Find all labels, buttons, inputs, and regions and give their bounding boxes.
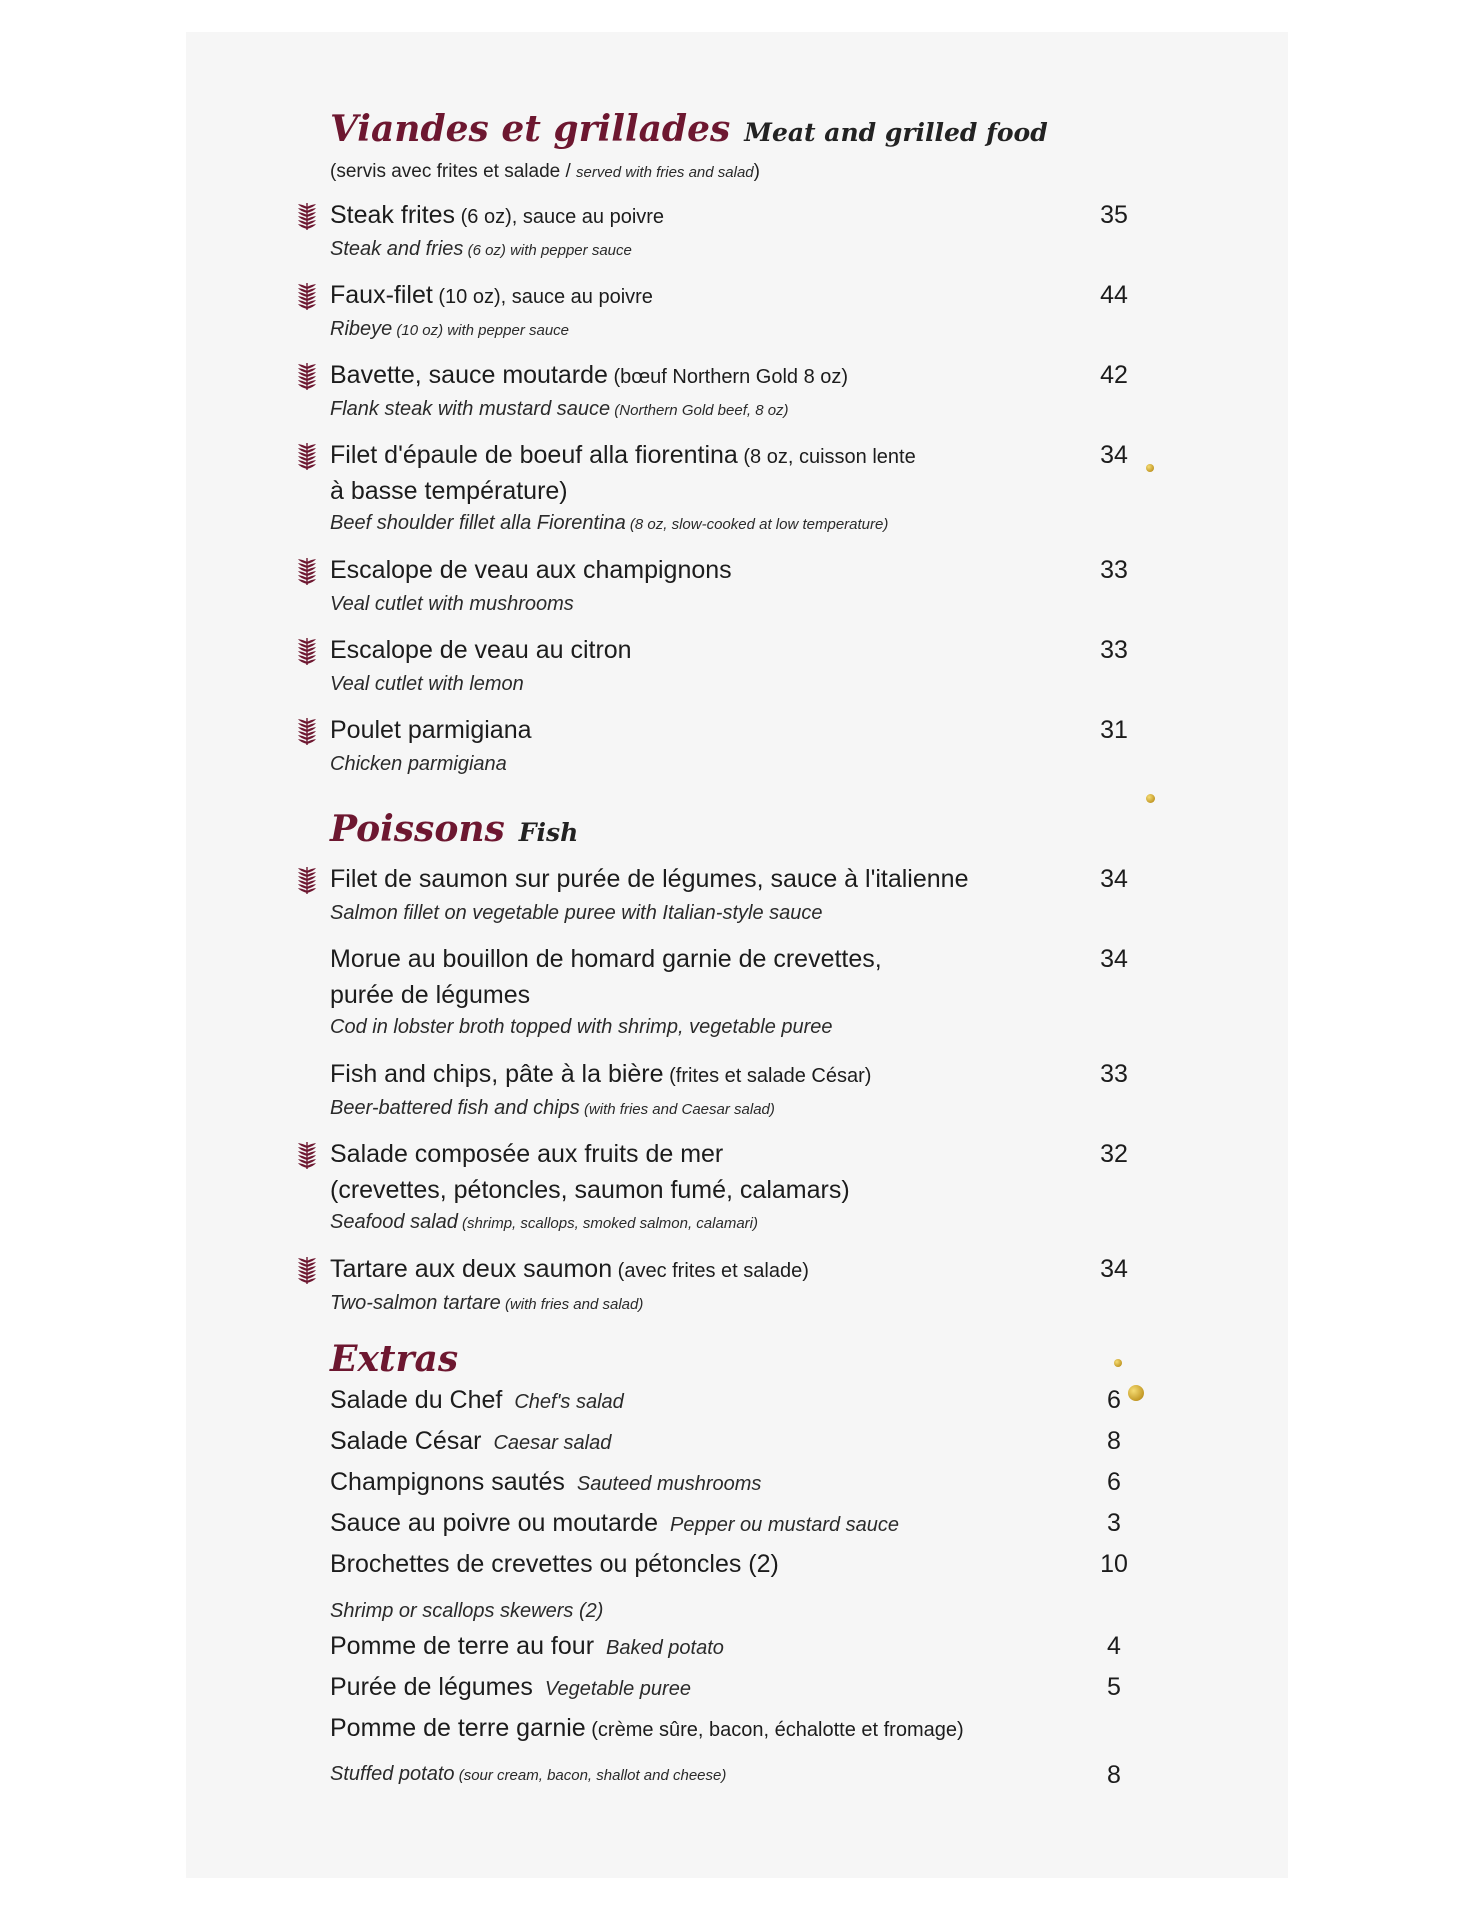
item-name-en: Ribeye (10 oz) with pepper sauce (330, 318, 570, 340)
wheat-icon (296, 865, 318, 895)
wheat-icon (296, 281, 318, 311)
item-name-fr: Poulet parmigiana (330, 716, 532, 744)
item-name-fr: Fish and chips, pâte à la bière (frites et salade César) (330, 1060, 872, 1088)
gold-dot (1146, 794, 1155, 803)
item-name-fr: Tartare aux deux saumon (avec frites et salade) (330, 1255, 809, 1283)
item-name-fr: Filet d'épaule de boeuf alla fiorentina (8 oz, cuisson lente (330, 441, 916, 469)
menu-item (330, 1057, 1110, 1125)
item-price: 33 (1100, 1060, 1128, 1088)
wheat-icon (296, 1255, 318, 1285)
item-name-fr: Escalope de veau aux champignons (330, 556, 732, 584)
wheat-icon (296, 636, 318, 666)
item-price: 31 (1100, 716, 1128, 744)
extra-price: 8 (1107, 1427, 1121, 1455)
menu-item (330, 633, 1110, 701)
meat-serving-note: (servis avec frites et salade / served with fries and salad) (330, 161, 760, 182)
gold-dot (1114, 1359, 1122, 1367)
section-title-fish: Poissons Fish (330, 808, 579, 850)
wheat-icon (296, 361, 318, 391)
extra-price: 10 (1100, 1550, 1128, 1578)
item-name-fr: Salade composée aux fruits de mer (330, 1140, 724, 1168)
extra-item: Champignons sautés Sauteed mushrooms (330, 1468, 762, 1496)
extra-item: Salade du Chef Chef's salad (330, 1386, 624, 1414)
menu-item (330, 942, 1110, 1044)
item-price: 33 (1100, 556, 1128, 584)
item-name-fr: Faux-filet (10 oz), sauce au poivre (330, 281, 653, 309)
item-name-fr: Escalope de veau au citron (330, 636, 632, 664)
extra-price: 3 (1107, 1509, 1121, 1537)
item-name-en: Beef shoulder fillet alla Fiorentina (8 oz, slow-cooked at low temperature) (330, 512, 889, 534)
extra-price: 6 (1107, 1468, 1121, 1496)
menu-item (330, 1137, 1110, 1239)
item-name-fr-cont: purée de légumes (330, 981, 531, 1009)
wheat-icon (296, 201, 318, 231)
extra-item: Salade César Caesar salad (330, 1427, 612, 1455)
item-name-en: Beer-battered fish and chips (with fries and Caesar salad) (330, 1097, 775, 1119)
wheat-icon (296, 441, 318, 471)
item-name-en: Two-salmon tartare (with fries and salad) (330, 1292, 644, 1314)
menu-item (330, 278, 1110, 346)
extra-price: 5 (1107, 1673, 1121, 1701)
extra-translation: Stuffed potato (sour cream, bacon, shallot and cheese) (330, 1763, 727, 1785)
section-title-meat: Viandes et grillades Meat and grilled food (330, 108, 1048, 150)
item-name-en: Steak and fries (6 oz) with pepper sauce (330, 238, 632, 260)
wheat-icon (296, 556, 318, 586)
item-price: 34 (1100, 1255, 1128, 1283)
extra-price: 4 (1107, 1632, 1121, 1660)
menu-item (330, 553, 1110, 621)
item-price: 44 (1100, 281, 1128, 309)
item-name-fr: Steak frites (6 oz), sauce au poivre (330, 201, 665, 229)
wheat-icon (296, 716, 318, 746)
item-price: 34 (1100, 441, 1128, 469)
menu-item (330, 198, 1110, 266)
menu-item (330, 713, 1110, 781)
section-title-extras: Extras (330, 1338, 459, 1380)
item-name-fr: Bavette, sauce moutarde (bœuf Northern Gold 8 oz) (330, 361, 849, 389)
wheat-icon (296, 1140, 318, 1170)
item-price: 35 (1100, 201, 1128, 229)
extra-item: Pomme de terre garnie (crème sûre, bacon, échalotte et fromage) (330, 1714, 964, 1742)
item-name-en: Seafood salad (shrimp, scallops, smoked salmon, calamari) (330, 1211, 758, 1233)
item-name-en: Salmon fillet on vegetable puree with Italian-style sauce (330, 902, 823, 924)
menu-item (330, 862, 1110, 930)
extra-item: Pomme de terre au four Baked potato (330, 1632, 724, 1660)
menu-item (330, 1252, 1110, 1320)
extra-price: 8 (1107, 1761, 1121, 1789)
item-name-fr-cont: à basse température) (330, 477, 568, 505)
extra-item: Brochettes de crevettes ou pétoncles (2) (330, 1550, 779, 1578)
gold-dot (1146, 464, 1154, 472)
extra-translation: Shrimp or scallops skewers (2) (330, 1600, 604, 1622)
item-name-en: Flank steak with mustard sauce (Northern Gold beef, 8 oz) (330, 398, 789, 420)
item-price: 34 (1100, 865, 1128, 893)
item-name-fr-cont: (crevettes, pétoncles, saumon fumé, calamars) (330, 1176, 850, 1204)
item-name-en: Cod in lobster broth topped with shrimp, vegetable puree (330, 1016, 833, 1038)
item-name-en: Veal cutlet with lemon (330, 673, 524, 695)
extra-item: Sauce au poivre ou moutarde Pepper ou mustard sauce (330, 1509, 900, 1537)
item-name-fr: Morue au bouillon de homard garnie de crevettes, (330, 945, 882, 973)
extra-price: 6 (1107, 1386, 1121, 1414)
menu-item (330, 358, 1110, 426)
item-price: 42 (1100, 361, 1128, 389)
section-title-fish-en: Fish (518, 818, 579, 847)
item-name-fr: Filet de saumon sur purée de légumes, sauce à l'italienne (330, 865, 969, 893)
item-price: 34 (1100, 945, 1128, 973)
section-title-meat-en: Meat and grilled food (744, 118, 1048, 147)
extra-item: Purée de légumes Vegetable puree (330, 1673, 691, 1701)
menu-item (330, 438, 1110, 540)
item-name-en: Veal cutlet with mushrooms (330, 593, 574, 615)
item-price: 33 (1100, 636, 1128, 664)
item-name-en: Chicken parmigiana (330, 753, 507, 775)
item-price: 32 (1100, 1140, 1128, 1168)
